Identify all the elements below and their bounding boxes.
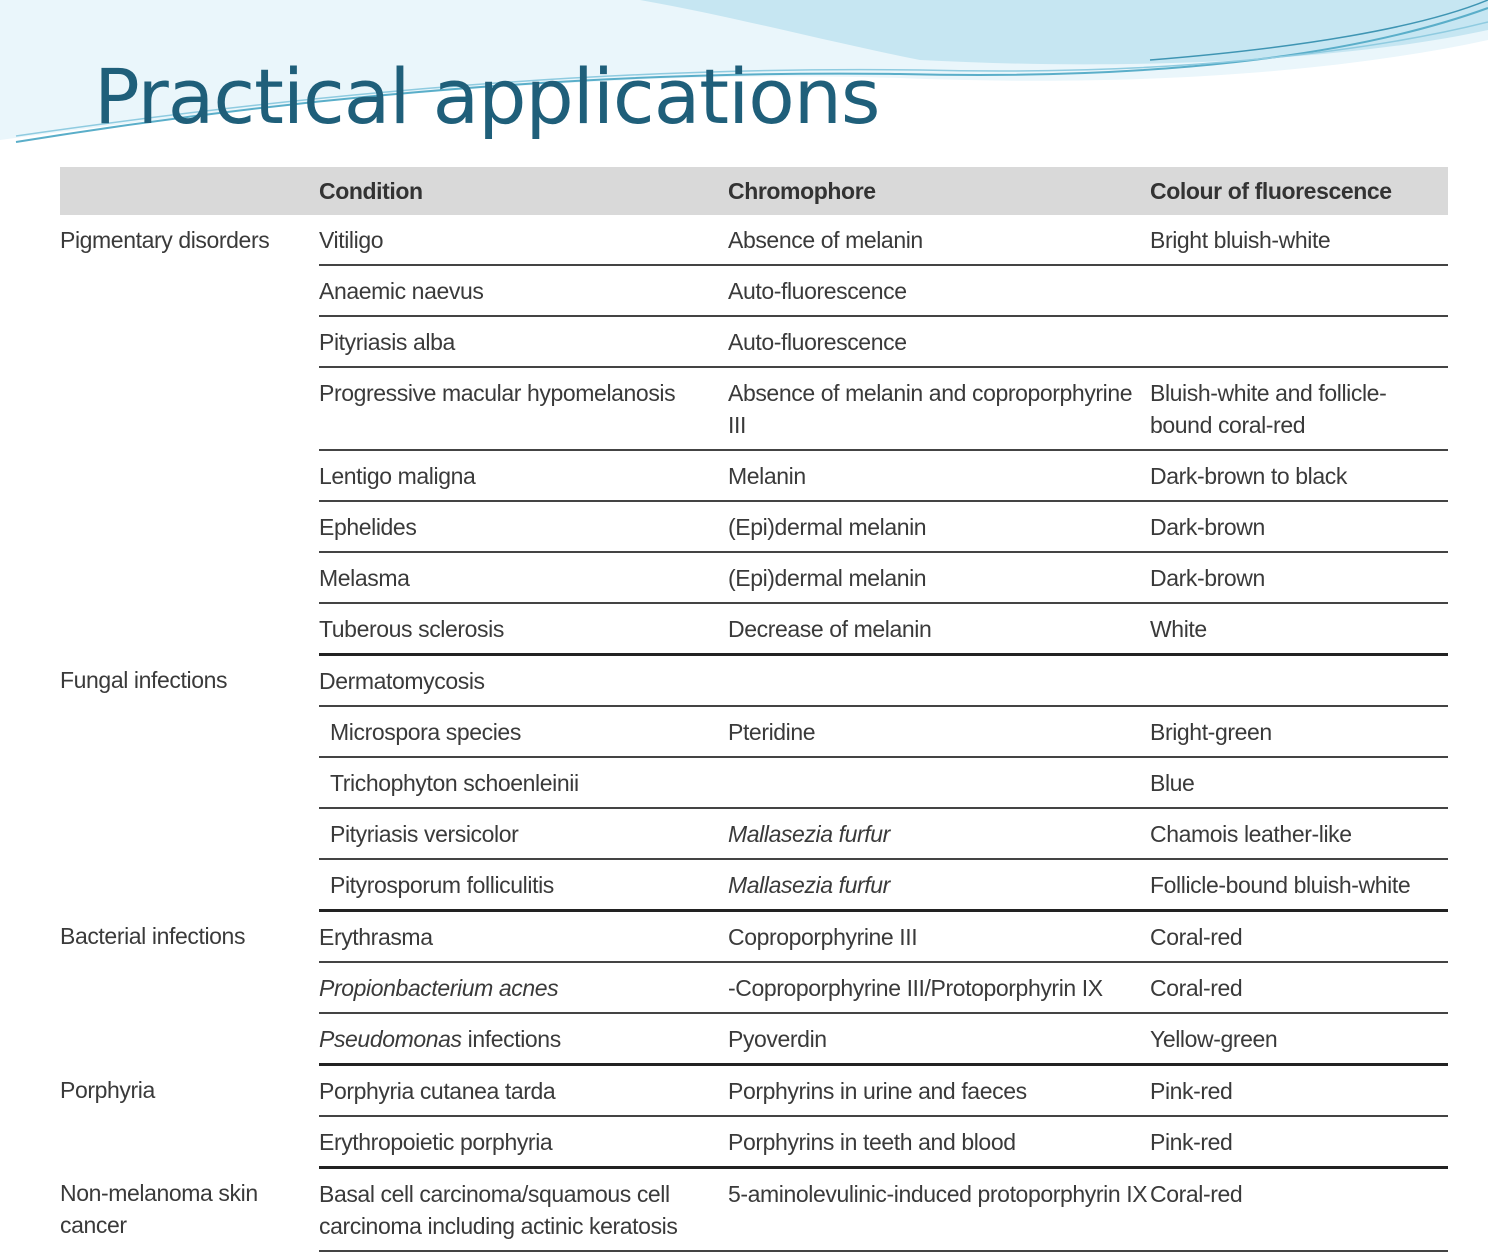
header-chromophore: Chromophore bbox=[728, 167, 1150, 215]
condition-cell: Propionbacterium acnes bbox=[319, 962, 728, 1013]
colour-cell: White bbox=[1150, 603, 1448, 655]
colour-cell: Bright bluish-white bbox=[1150, 215, 1448, 265]
condition-cell: Trichophyton schoenleinii bbox=[319, 757, 728, 808]
condition-cell: Ephelides bbox=[319, 501, 728, 552]
category-bacterial: Bacterial infections bbox=[60, 922, 246, 949]
header-condition: Condition bbox=[319, 167, 728, 215]
condition-cell: Progressive macular hypomelanosis bbox=[319, 367, 728, 450]
colour-cell: Dark-brown bbox=[1150, 501, 1448, 552]
chromophore-cell: Absence of melanin bbox=[728, 215, 1150, 265]
colour-cell bbox=[1150, 265, 1448, 316]
condition-cell: Tuberous sclerosis bbox=[319, 603, 728, 655]
colour-cell: Pink-red bbox=[1150, 1116, 1448, 1168]
chromophore-cell: Auto-fluorescence bbox=[728, 265, 1150, 316]
condition-cell: Microspora species bbox=[319, 706, 728, 757]
condition-cell: Lentigo maligna bbox=[319, 450, 728, 501]
chromophore-cell: Absence of melanin and coproporphyrine III bbox=[728, 367, 1150, 450]
condition-cell bbox=[319, 1013, 728, 1065]
slide-title: Practical applications bbox=[94, 52, 880, 141]
table-row bbox=[60, 1168, 1448, 1252]
colour-cell: Blue bbox=[1150, 757, 1448, 808]
colour-cell: Bright-green bbox=[1150, 706, 1448, 757]
chromophore-cell: Decrease of melanin bbox=[728, 603, 1150, 655]
fluorescence-table bbox=[60, 167, 1448, 1252]
chromophore-cell: 5-aminolevulinic-induced protoporphyrin IX bbox=[728, 1168, 1150, 1252]
chromophore-cell bbox=[728, 757, 1150, 808]
condition-cell: Pityrosporum folliculitis bbox=[319, 859, 728, 911]
colour-cell: Chamois leather-like bbox=[1150, 808, 1448, 859]
colour-cell: Dark-brown to black bbox=[1150, 450, 1448, 501]
chromophore-cell: Melanin bbox=[728, 450, 1150, 501]
chromophore-cell: Coproporphyrine III bbox=[728, 911, 1150, 963]
colour-cell: Coral-red bbox=[1150, 962, 1448, 1013]
chromophore-cell: Auto-fluorescence bbox=[728, 316, 1150, 367]
table-row bbox=[60, 215, 1448, 265]
chromophore-cell: Pyoverdin bbox=[728, 1013, 1150, 1065]
colour-cell: Follicle-bound bluish-white bbox=[1150, 859, 1448, 911]
category-non-melanoma: Non-melanoma skin cancer bbox=[60, 1179, 258, 1238]
condition-cell: Erythrasma bbox=[319, 911, 728, 963]
condition-cell: Pityriasis versicolor bbox=[319, 808, 728, 859]
condition-cell: Vitiligo bbox=[319, 215, 728, 265]
colour-cell: Bluish-white and follicle-bound coral-red bbox=[1150, 367, 1448, 450]
category-fungal: Fungal infections bbox=[60, 666, 228, 693]
condition-cell: Pityriasis alba bbox=[319, 316, 728, 367]
colour-cell: Yellow-green bbox=[1150, 1013, 1448, 1065]
header-colour: Colour of fluorescence bbox=[1150, 167, 1448, 215]
chromophore-cell: Porphyrins in urine and faeces bbox=[728, 1065, 1150, 1117]
category-porphyria: Porphyria bbox=[60, 1076, 155, 1103]
condition-cell: Basal cell carcinoma/squamous cell carcinoma including actinic keratosis bbox=[319, 1168, 728, 1252]
colour-cell bbox=[1150, 316, 1448, 367]
colour-cell: Dark-brown bbox=[1150, 552, 1448, 603]
condition-rest-part: infections bbox=[461, 1026, 561, 1052]
condition-italic-part: Pseudomonas bbox=[319, 1026, 462, 1052]
chromophore-cell: (Epi)dermal melanin bbox=[728, 552, 1150, 603]
table-row bbox=[60, 1065, 1448, 1117]
condition-cell: Porphyria cutanea tarda bbox=[319, 1065, 728, 1117]
table-row bbox=[60, 655, 1448, 707]
condition-cell: Anaemic naevus bbox=[319, 265, 728, 316]
chromophore-cell: Porphyrins in teeth and blood bbox=[728, 1116, 1150, 1168]
colour-cell bbox=[1150, 655, 1448, 707]
colour-cell: Coral-red bbox=[1150, 1168, 1448, 1252]
chromophore-cell: -Coproporphyrine III/Protoporphyrin IX bbox=[728, 962, 1150, 1013]
table-row bbox=[60, 911, 1448, 963]
chromophore-cell bbox=[728, 655, 1150, 707]
chromophore-cell: Pteridine bbox=[728, 706, 1150, 757]
header-category bbox=[60, 167, 319, 215]
chromophore-cell: Mallasezia furfur bbox=[728, 859, 1150, 911]
colour-cell: Coral-red bbox=[1150, 911, 1448, 963]
colour-cell: Pink-red bbox=[1150, 1065, 1448, 1117]
condition-cell: Erythropoietic porphyria bbox=[319, 1116, 728, 1168]
category-pigmentary: Pigmentary disorders bbox=[60, 227, 270, 253]
table-header-row bbox=[60, 167, 1448, 215]
chromophore-cell: (Epi)dermal melanin bbox=[728, 501, 1150, 552]
condition-cell: Dermatomycosis bbox=[319, 655, 728, 707]
chromophore-cell: Mallasezia furfur bbox=[728, 808, 1150, 859]
condition-cell: Melasma bbox=[319, 552, 728, 603]
